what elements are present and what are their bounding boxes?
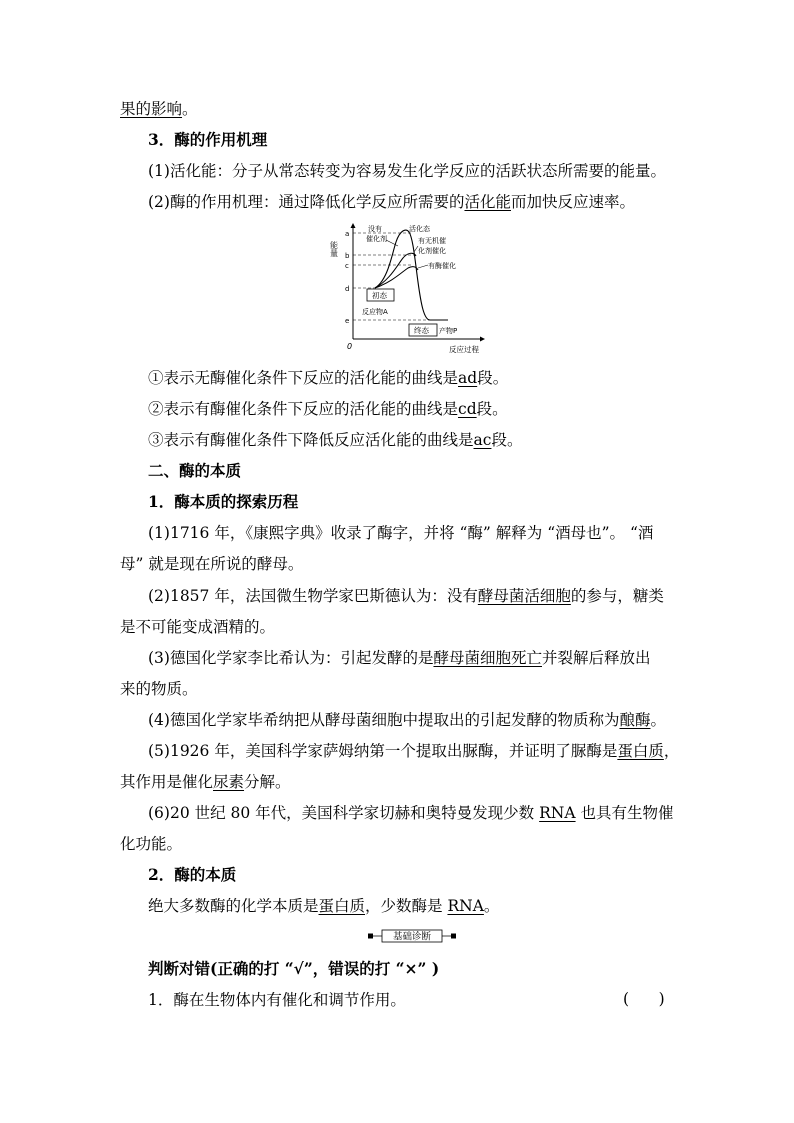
underlined-answer: RNA [447, 897, 484, 915]
text-span: ③表示有酶催化条件下降低反应活化能的曲线是 [148, 431, 474, 449]
text-span: 。 [650, 711, 666, 729]
text-line [148, 648, 651, 668]
underlined-answer: 酿酶 [619, 711, 651, 729]
inorganic-catalyst-label: 化剂催化 [418, 247, 446, 255]
text-line [148, 399, 508, 419]
underlined-answer: 酵母菌细胞死亡 [433, 649, 542, 667]
text-line [120, 99, 198, 119]
text-line: 母” 就是现在所说的酵母。 [120, 555, 304, 573]
enzyme-curve [375, 267, 418, 288]
text-span: ②表示有酶催化条件下反应的活化能的曲线是 [148, 400, 459, 418]
enzyme-label: 有酶催化 [428, 262, 456, 270]
text-line: (1)活化能：分子从常态转变为容易发生化学反应的活跃状态所需要的能量。 [148, 162, 666, 180]
y-axis-arrow [351, 223, 356, 228]
energy-diagram-svg [330, 222, 490, 357]
text-line [120, 772, 291, 792]
text-line [148, 192, 635, 212]
underlined-answer: ac [473, 431, 492, 449]
text-span: 。 [483, 897, 500, 915]
text-span: (6)20 世纪 80 年代，美国科学家切赫和奥特曼发现少数 [148, 804, 540, 822]
text-line [148, 803, 674, 823]
text-span: ， [663, 742, 680, 760]
underlined-answer: 蛋白质 [318, 897, 366, 915]
text-span: (3)德国化学家李比希认为：引起发酵的是 [148, 649, 434, 667]
initial-state-label: 初态 [372, 291, 387, 300]
question-line: 1．酶在生物体内有催化和调节作用。 [148, 991, 406, 1009]
text-span: (5)1926 年，美国科学家萨姆纳第一个提取出脲酶，并证明了脲酶是 [148, 742, 618, 760]
text-line [148, 896, 499, 916]
inorganic-catalyst-label: 有无机催 [418, 237, 446, 245]
level-c-label: c [345, 262, 349, 270]
text-line: (1)1716 年，《康熙字典》收录了酶字，并将 “酶” 解释为 “酒母也”。 “酒 [148, 524, 654, 542]
text-line: 来的物质。 [120, 680, 198, 698]
underlined-answer: 尿素 [213, 773, 245, 791]
subsection-heading: 3．酶的作用机理 [148, 130, 268, 149]
product-label: 产物P [439, 327, 458, 335]
text-span: 而加快反应速率。 [510, 193, 635, 211]
text-span: 段。 [491, 431, 523, 449]
no-catalyst-label: 催化剂 [366, 235, 387, 243]
underlined-answer: 果的影响 [120, 100, 183, 118]
text-span: (2)酶的作用机理：通过降低化学反应所需要的 [148, 193, 465, 211]
final-state-label: 终态 [414, 326, 429, 335]
origin-label: 0 [347, 342, 353, 351]
text-span: 段。 [477, 369, 509, 387]
underlined-answer: 蛋白质 [617, 742, 664, 760]
pointer-line [418, 265, 428, 268]
banner-svg [366, 929, 458, 943]
text-line: 化功能。 [120, 835, 183, 853]
level-a-label: a [345, 230, 350, 238]
subsection-heading: 2．酶的本质 [148, 865, 237, 884]
section-heading: 二、酶的本质 [148, 461, 242, 480]
x-axis-label: 反应过程 [449, 345, 479, 354]
level-e-label: e [345, 317, 350, 325]
underlined-answer: ad [458, 369, 478, 387]
active-state-label: 活化态 [409, 225, 430, 233]
text-span: 绝大多数酶的化学本质是 [148, 897, 319, 915]
text-line: 是不可能变成酒精的。 [120, 618, 276, 636]
level-b-label: b [345, 252, 350, 260]
instruction-line: 判断对错(正确的打 “√”，错误的打 “×” ) [148, 959, 440, 978]
reactant-label: 反应物A [362, 308, 388, 316]
text-span: 其作用是催化 [120, 773, 214, 791]
text-span: 。 [182, 100, 198, 118]
text-span: ①表示无酶催化条件下反应的活化能的曲线是 [148, 369, 459, 387]
text-line [148, 710, 666, 730]
text-span: 分解。 [244, 773, 291, 791]
text-span: ，少数酶是 [365, 897, 448, 915]
underlined-answer: RNA [539, 804, 576, 822]
underlined-answer: 活化能 [464, 193, 511, 211]
basic-diagnosis-banner [366, 929, 458, 943]
text-span: 也具有生物催 [575, 804, 674, 822]
x-axis-arrow [480, 337, 485, 342]
text-line [148, 368, 508, 388]
banner-label: 基础诊断 [392, 931, 432, 943]
underlined-answer: 酵母菌活细胞 [477, 587, 571, 605]
text-line [148, 430, 522, 450]
text-span: (2)1857 年，法国微生物学家巴斯德认为：没有 [148, 587, 478, 605]
text-span: 的参与，糖类 [570, 587, 664, 605]
text-span: (4)德国化学家毕希纳把从酵母菌细胞中提取出的引起发酵的物质称为 [148, 711, 620, 729]
energy-diagram [330, 222, 490, 357]
underlined-answer: cd [458, 400, 477, 418]
subsection-heading: 1．酶本质的探索历程 [148, 492, 299, 511]
text-span: 段。 [476, 400, 508, 418]
text-line [148, 741, 679, 761]
no-catalyst-label: 没有 [368, 225, 382, 233]
text-line [148, 586, 664, 606]
text-span: 并裂解后释放出 [541, 649, 651, 667]
y-axis-label: 能量 [330, 241, 339, 257]
level-d-label: d [345, 285, 350, 293]
answer-parentheses[interactable]: ( ) [623, 990, 665, 1008]
